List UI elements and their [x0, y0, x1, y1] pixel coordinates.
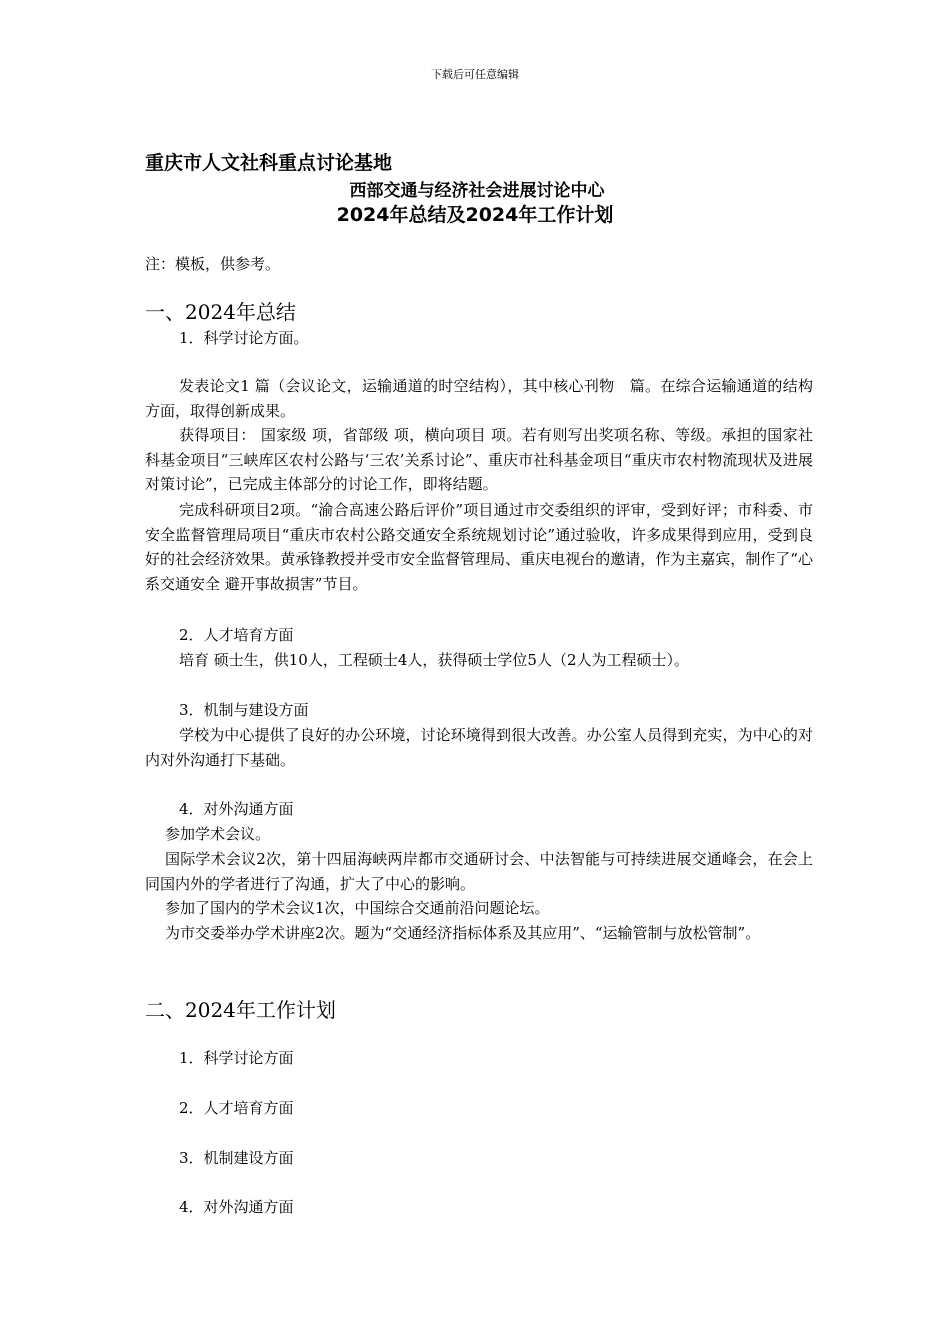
paragraph-talent: 培育 硕士生，供10人，工程硕士4人，获得硕士学位5人（2人为工程硕士）。 — [179, 651, 689, 669]
section-1-sub-1: 1．科学讨论方面。 — [179, 329, 309, 347]
plan-item: 2．人才培育方面 — [179, 1099, 294, 1117]
section-1-sub-4: 4．对外沟通方面 — [179, 800, 294, 818]
paragraph-conferences: 参加学术会议。 — [165, 825, 271, 843]
plan-item: 4．对外沟通方面 — [179, 1198, 294, 1216]
title-line-2: 西部交通与经济社会进展讨论中心 — [349, 181, 605, 201]
paragraph-papers: 发表论文1 篇（会议论文，运输通道的时空结构），其中核心刊物 篇。在综合运输通道的结构方面，取得创新成果。 — [145, 377, 813, 420]
paragraph-lectures: 为市交委举办学术讲座2次。题为“交通经济指标体系及其应用”、“运输管制与放松管制”。 — [165, 924, 761, 942]
section-1-heading: 一、2024年总结 — [145, 300, 296, 324]
paragraph-mechanism: 学校为中心提供了良好的办公环境，讨论环境得到很大改善。办公室人员得到充实，为中心的对内对外沟通打下基础。 — [145, 726, 813, 769]
title-line-3: 2024年总结及2024年工作计划 — [336, 204, 614, 226]
plan-item: 3．机制建设方面 — [179, 1149, 294, 1167]
template-note: 注：模板，供参考。 — [145, 255, 281, 273]
paragraph-international: 国际学术会议2次，第十四届海峡两岸都市交通研讨会、中法智能与可持续进展交通峰会，在会上同国内外的学者进行了沟通，扩大了中心的影响。 — [145, 850, 813, 893]
paragraph-projects: 获得项目： 国家级 项，省部级 项，横向项目 项。若有则写出奖项名称、等级。承担的国家社科基金项目“三峡库区农村公路与‘三农’关系讨论”、重庆市社科基金项目“重庆市农村物流现状及进展对策讨论”，已完成主体部分的讨论工作，即将结题。 — [145, 426, 813, 493]
paragraph-domestic: 参加了国内的学术会议1次，中国综合交通前沿问题论坛。 — [165, 899, 550, 917]
section-1-sub-3: 3．机制与建设方面 — [179, 701, 309, 719]
header-note: 下载后可任意编辑 — [431, 68, 519, 81]
paragraph-research-completed: 完成科研项目2项。“渝合高速公路后评价”项目通过市交委组织的评审，受到好评；市科委、市安全监督管理局项目“重庆市农村公路交通安全系统规划讨论”通过验收，许多成果得到应用，受到良好的社会经济效果。黄承锋教授并受市安全监督管理局、重庆电视台的邀请，作为主嘉宾，制作了“心系交通安全 避开事故损害”节目。 — [145, 501, 813, 593]
section-2-heading: 二、2024年工作计划 — [145, 998, 336, 1022]
section-1-sub-2: 2．人才培育方面 — [179, 626, 294, 644]
title-line-1: 重庆市人文社科重点讨论基地 — [145, 152, 393, 174]
plan-item: 1．科学讨论方面 — [179, 1049, 294, 1067]
